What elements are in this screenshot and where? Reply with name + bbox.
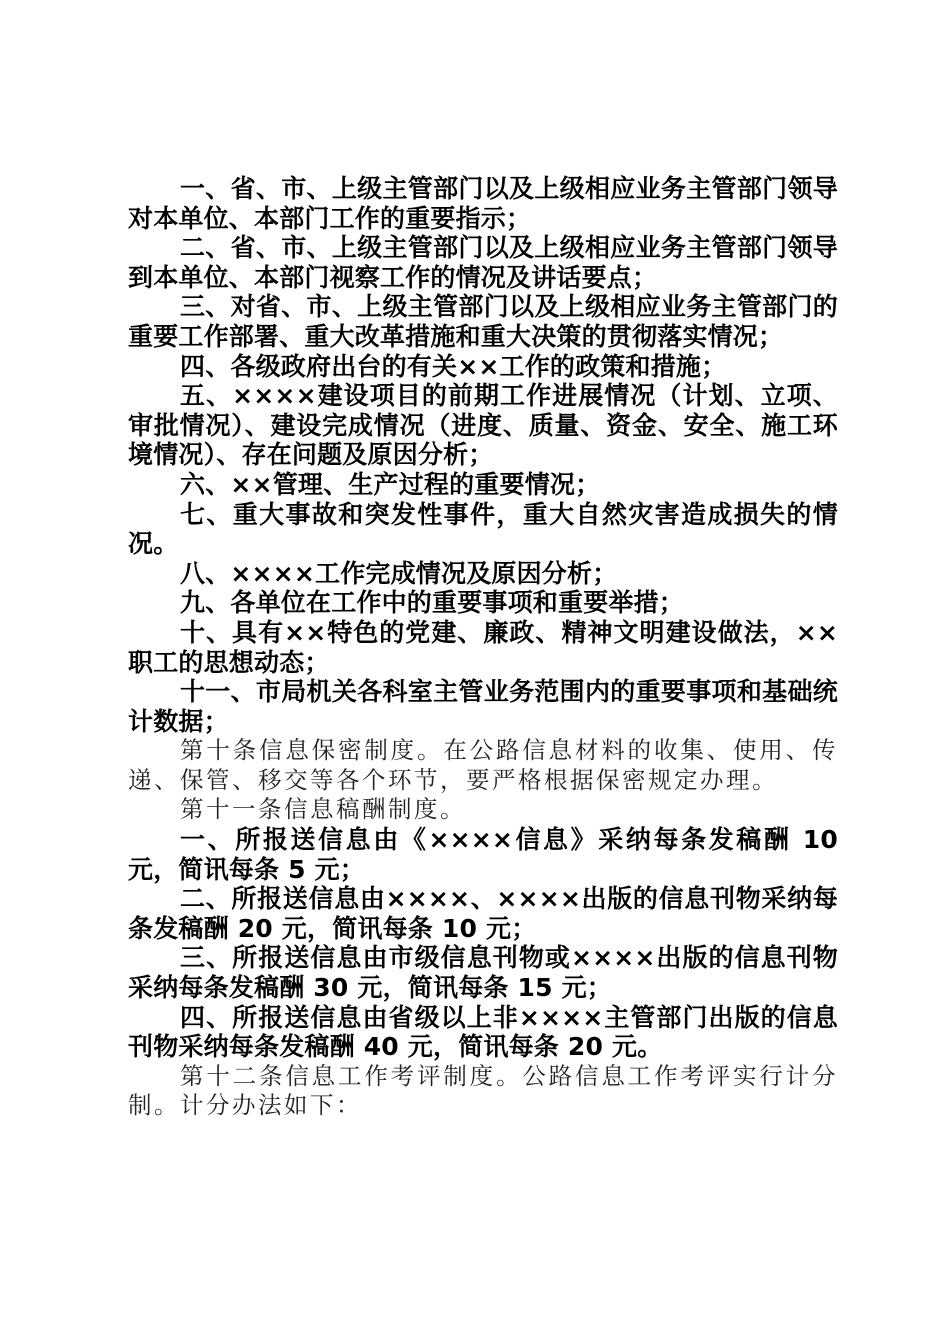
remuneration-item-2: 二、所报送信息由××××、××××出版的信息刊物采纳每条发稿酬 20 元，简讯每条 10 元； [128,884,838,943]
paragraph-item-7: 七、重大事故和突发性事件，重大自然灾害造成损失的情况。 [128,499,838,559]
paragraph-item-8: 八、××××工作完成情况及原因分析； [180,558,618,588]
remuneration-item-3: 三、所报送信息由市级信息刊物或××××出版的信息刊物采纳每条发稿酬 30 元，简讯每条 15 元； [128,943,838,1003]
paragraph-item-5: 五、××××建设项目的前期工作进展情况（计划、立项、审批情况）、建设完成情况（进度、质量、资金、安全、施工环境情况）、存在问题及原因分析； [128,381,838,470]
paragraph-item-2: 二、省、市、上级主管部门以及上级相应业务主管部门领导到本单位、本部门视察工作的情况及讲话要点； [128,233,838,292]
remuneration-item-4: 四、所报送信息由省级以上非××××主管部门出版的信息刊物采纳每条发稿酬 40 元，简讯每条 20 元。 [128,1002,838,1062]
paragraph-item-3: 三、对省、市、上级主管部门以及上级相应业务主管部门的重要工作部署、重大改革措施和重大决策的贯彻落实情况； [128,292,838,351]
paragraph-item-4: 四、各级政府出台的有关××工作的政策和措施； [180,351,727,381]
remuneration-item-1: 一、所报送信息由《××××信息》采纳每条发稿酬 10 元，简讯每条 5 元； [128,825,838,884]
paragraph-item-11: 十一、市局机关各科室主管业务范围内的重要事项和基础统计数据； [128,677,838,736]
article-10-confidentiality: 第十条信息保密制度。在公路信息材料的收集、使用、传递、保管、移交等各个环节，要严格根据保密规定办理。 [128,736,838,794]
paragraph-item-10: 十、具有××特色的党建、廉政、精神文明建设做法，××职工的思想动态； [128,617,838,677]
document-body [128,174,838,1121]
article-12-evaluation: 第十二条信息工作考评制度。公路信息工作考评实行计分制。计分办法如下： [128,1061,838,1120]
paragraph-item-1: 一、省、市、上级主管部门以及上级相应业务主管部门领导对本单位、本部门工作的重要指示； [128,174,838,233]
paragraph-item-9: 九、各单位在工作中的重要事项和重要举措； [180,588,685,618]
paragraph-item-6: 六、××管理、生产过程的重要情况； [180,469,601,499]
article-11-remuneration: 第十一条信息稿酬制度。 [180,795,466,824]
